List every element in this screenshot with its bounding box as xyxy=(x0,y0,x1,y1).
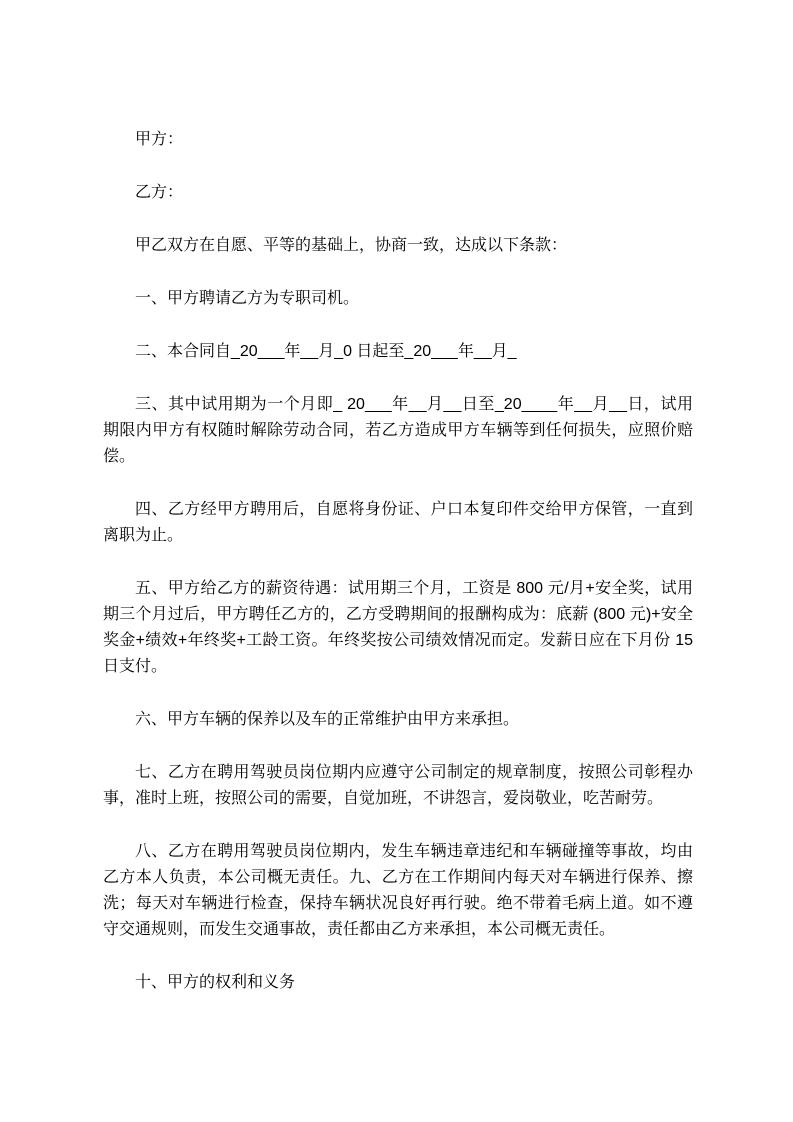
clause-4-paragraph: 四、乙方经甲方聘用后，自愿将身份证、户口本复印件交给甲方保管，一直到离职为止。 xyxy=(103,501,693,544)
clause-2-paragraph: 二、本合同自_20___年__月_0 日起至_20___年__月_ xyxy=(135,343,517,360)
preamble-paragraph: 甲乙双方在自愿、平等的基础上，协商一致，达成以下条款： xyxy=(135,237,568,254)
clause-6-paragraph: 六、甲方车辆的保养以及车的正常维护由甲方来承担。 xyxy=(135,711,520,728)
clause-10-heading: 十、甲方的权利和义务 xyxy=(135,974,296,991)
clause-3-paragraph: 三、其中试用期为一个月即_ 20___年__月__日至_20____年__月__日，试用期限内甲方有权随时解除劳动合同，若乙方造成甲方车辆等到任何损失，应照价赔偿。 xyxy=(103,396,693,465)
clause-8-9-paragraph: 八、乙方在聘用驾驶员岗位期内，发生车辆违章违纪和车辆碰撞等事故，均由乙方本人负责，本公司概无责任。九、乙方在工作期间内每天对车辆进行保养、擦洗；每天对车辆进行检查，保持车辆状况良好再行驶。绝不带着毛病上道。如不遵守交通规则，而发生交通事故，责任都由乙方来承担，本公司概无责任。 xyxy=(103,843,693,938)
clause-5-paragraph: 五、甲方给乙方的薪资待遇：试用期三个月，工资是 800 元/月+安全奖，试用期三个月过后，甲方聘任乙方的，乙方受聘期间的报酬构成为：底薪 (800 元)+安全奖金+绩效+年终奖+工龄工资。年终奖按公司绩效情况而定。发薪日应在下月份 15 日支付。 xyxy=(103,580,693,675)
clause-7-paragraph: 七、乙方在聘用驾驶员岗位期内应遵守公司制定的规章制度，按照公司彰程办事，准时上班，按照公司的需要，自觉加班，不讲怨言，爱岗敬业，吃苦耐劳。 xyxy=(103,764,693,807)
party-a-line: 甲方： xyxy=(135,131,184,148)
clause-1-paragraph: 一、甲方聘请乙方为专职司机。 xyxy=(135,290,360,307)
party-b-line: 乙方： xyxy=(135,184,184,201)
